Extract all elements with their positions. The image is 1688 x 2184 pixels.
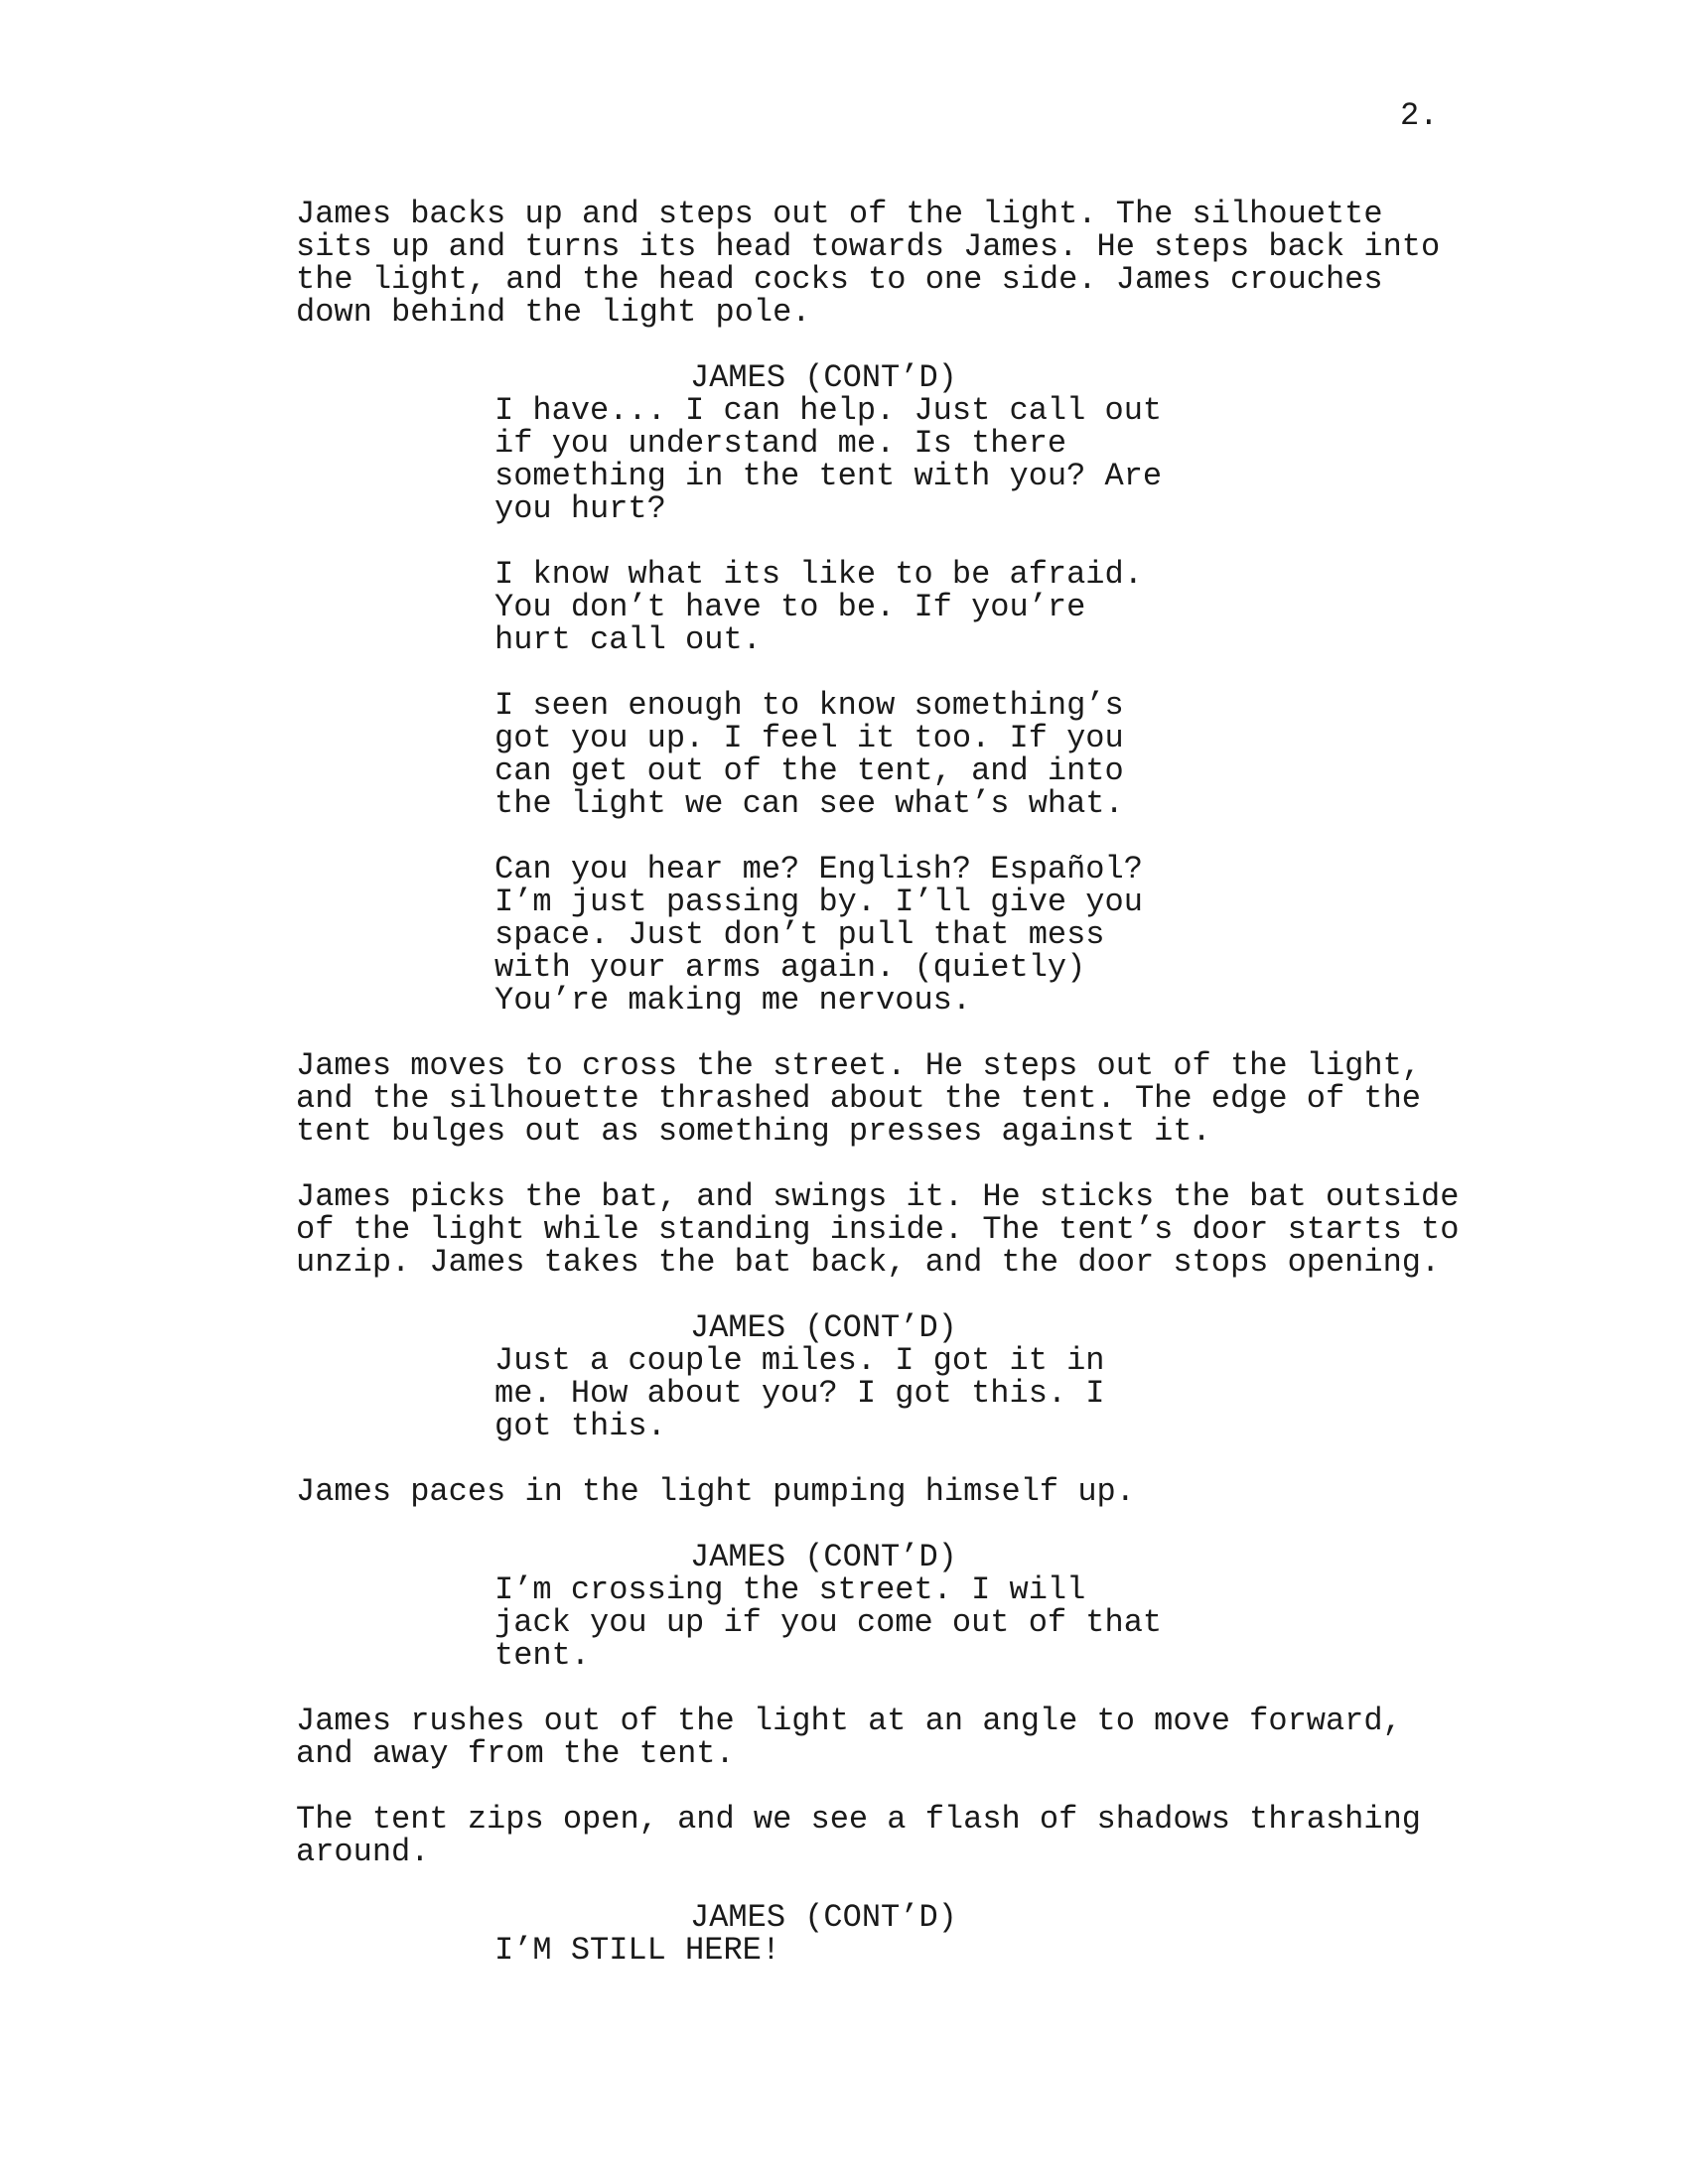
dialogue-line: I’m crossing the street. I will jack you up if you come out of that tent.	[494, 1571, 1163, 1674]
character-cue: JAMES (CONT’D)	[690, 359, 957, 396]
action-paragraph: James moves to cross the street. He steps out of the light, and the silhouette thrashed about the tent. The edge of the tent bulges out as something presses against it.	[296, 1047, 1421, 1150]
action-paragraph: The tent zips open, and we see a flash of shadows thrashing around.	[296, 1801, 1421, 1870]
character-cue: JAMES (CONT’D)	[690, 1539, 957, 1575]
character-cue: JAMES (CONT’D)	[690, 1899, 957, 1936]
dialogue-line: I seen enough to know something’s got you up. I feel it too. If you can get out of the tent, and into the light we can see what’s what.	[494, 687, 1124, 822]
dialogue-block	[296, 1311, 1587, 1442]
dialogue-line: I’M STILL HERE!	[494, 1932, 781, 1969]
dialogue-line: Just a couple miles. I got it in me. How about you? I got this. I got this.	[494, 1342, 1105, 1444]
page-number: 2.	[1400, 97, 1439, 134]
screenplay-body	[296, 198, 1587, 1999]
dialogue-block	[296, 1901, 1587, 1967]
dialogue-line: Can you hear me? English? Español? I’m just passing by. I’ll give you space. Just don’t pull that mess with your arms again. (quietly) You’re making me nervous.	[494, 851, 1143, 1019]
action-paragraph: James rushes out of the light at an angle to move forward, and away from the tent.	[296, 1703, 1402, 1772]
action-paragraph: James paces in the light pumping himself up.	[296, 1473, 1135, 1510]
action-paragraph: James backs up and steps out of the light. The silhouette sits up and turns its head towards James. He steps back into the light, and the head cocks to one side. James crouches down behind the light pole.	[296, 196, 1441, 331]
dialogue-line: I know what its like to be afraid. You don’t have to be. If you’re hurt call out.	[494, 556, 1143, 658]
character-cue: JAMES (CONT’D)	[690, 1309, 957, 1346]
dialogue-line: I have... I can help. Just call out if you understand me. Is there something in the tent with you? Are you hurt?	[494, 392, 1163, 527]
dialogue-block	[296, 1541, 1587, 1672]
dialogue-block	[296, 361, 1587, 1017]
action-paragraph: James picks the bat, and swings it. He sticks the bat outside of the light while standing inside. The tent’s door starts to unzip. James takes the bat back, and the door stops opening.	[296, 1178, 1460, 1281]
